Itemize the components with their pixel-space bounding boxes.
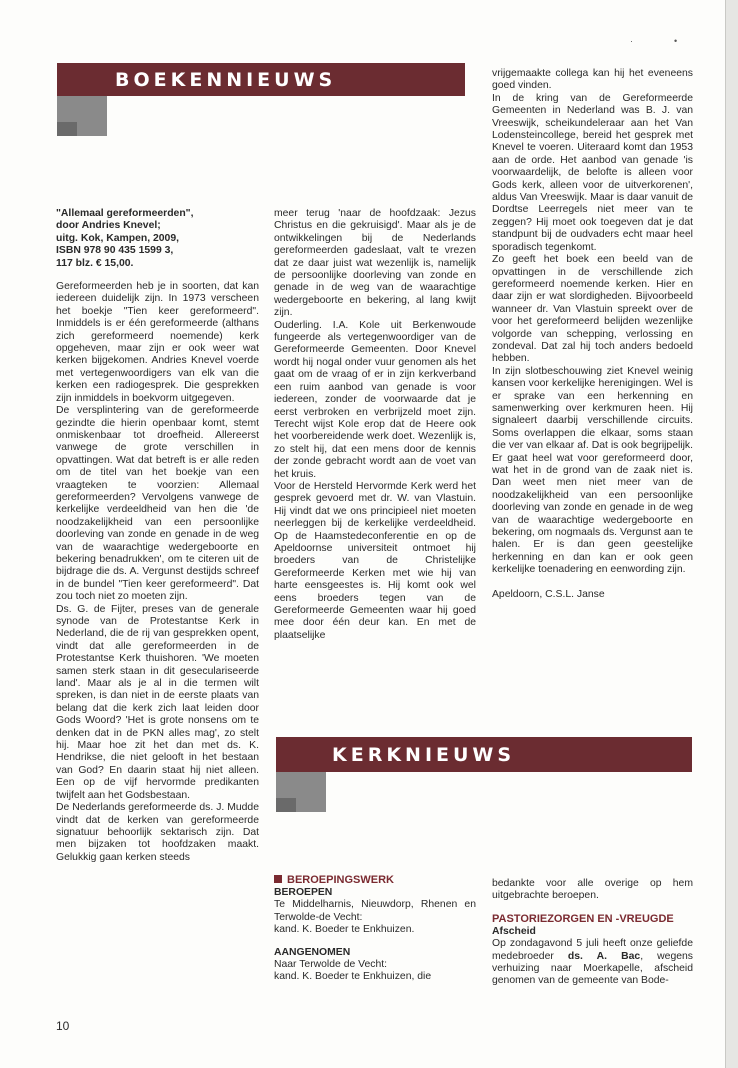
scan-speck: • xyxy=(674,36,678,46)
paragraph: Ds. G. de Fijter, preses van de generale synode van de Protestantse Kerk in Nederland, die de rij van gesprekken opent, vindt dat alle gereformeerden in de Protestantse Kerk thuishoren. 'We moeten samen sterk staan in dit geseculariseerde land'. Maar als je al in die termen wilt spreken, is dan niet in de eerste plaats van belang dat die kerk zich laat leiden door Gods Woord? 'Het is grote nonsens om te denken dat in de PKN alles mag', zo stelt hij. Maar hoe zit het dan met ds. K. Hendrikse, die niet gelooft in het bestaan van God? En daarin staat hij niet alleen. Een op de vijf hervormde predikanten twijfelt aan het Godsbestaan. xyxy=(56,603,259,801)
kerknieuws-column-1 xyxy=(274,874,476,984)
review-signature: Apeldoorn, C.S.L. Janse xyxy=(492,588,605,600)
page-number: 10 xyxy=(56,1019,70,1033)
paragraph: kand. K. Boeder te Enkhuizen, die xyxy=(274,971,432,983)
boekennieuws-decor-square xyxy=(57,96,107,136)
paragraph: In de kring van de Gereformeerde Gemeenten in Nederland was B. J. van Vreeswijk, scheikundeleraar aan het Van Lodensteincollege, bereid het gesprek met Knevel te voeren. Uiteraard komt dan 1953 aan de orde. Het aanbod van genade 'is voorwaardelijk, de belofte is alleen voor Gods kerk, alleen voor de uitverkorenen', aldus Van Vreeswijk. Maar is daar vanuit de Dordtse Leerregels niet meer van te zeggen? Hij moet ook toegeven dat je dat standpunt bij de oudvaders echt maar heel sporadisch tegenkomt. xyxy=(492,92,693,253)
paragraph: In zijn slotbeschouwing ziet Knevel weinig kansen voor kerkelijke herenigingen. Wel is er sprake van een herkenning en samenwerking over kerkmuren heen. Hij signaleert daarbij verschillende circuits. Soms overlappen die elkaar, soms staan die ver van elkaar af. Dat is ook begrijpelijk. Er gaat heel wat voor gereformeerd door, wat het in de grond van de zaak niet is. Dan weet men niet meer van de noodzakelijkheid van een persoonlijke doorleving van zonde en genade in de weg van de waarachtige wedergeboorte en bekering, om nogmaals ds. Vergunst aan te halen. Er is dan geen geestelijke herkenning en dan kan er ook geen kerkelijke toenadering en eenwording zijn. xyxy=(492,365,693,576)
boekennieuws-column-2 xyxy=(274,208,476,642)
paragraph: Gereformeerden heb je in soorten, dat kan iedereen duidelijk zijn. In 1973 verscheen het boekje "Tien keer gereformeerd". Inmiddels is er één gereformeerde (althans zich gereformeerd noemende) kerk opgeheven, maar zijn er ook weer wat kerken bijgekomen. Andries Knevel voerde met vertegenwoordigers van elk van die kerken een radiogesprek. Die gesprekken zijn inmiddels in boekvorm uitgegeven. xyxy=(56,281,259,404)
section-square-icon xyxy=(274,875,282,883)
paragraph: Naar Terwolde de Vecht: xyxy=(274,959,388,971)
paragraph: Te Middelharnis, Nieuwdorp, Rhenen en Terwolde-de Vecht: xyxy=(274,899,476,923)
scan-page-edge-line xyxy=(725,0,726,1068)
paragraph: Zo geeft het boek een beeld van de opvattingen in de verschillende zich gereformeerd noemende kerken. Hier en daar zijn er wat slordigheden. Bijvoorbeeld wanneer dr. Van Vlastuin spreekt over de voor het gereformeerd belijden wezenlijke volgorde van schepping, verlossing en zondeval. Dat zal hij toch anders bedoeld hebben. xyxy=(492,254,693,365)
sub-heading: BEROEPEN xyxy=(274,887,333,898)
sub-heading: Afscheid xyxy=(492,925,536,937)
boekennieuws-title: BOEKENNIEUWS xyxy=(115,69,337,91)
kerknieuws-banner xyxy=(276,737,692,772)
paragraph: Ouderling. I.A. Kole uit Berkenwoude fungeerde als vertegenwoordiger van de Gereformeerde Gemeenten. Door Knevel wordt hij nogal onder vuur genomen als het gaat om de vraag of er in zijn kerkverband een ruim aanbod van genade is voor iedereen, zonder de voorwaarde dat je eerst verbroken en verbrijzeld moet zijn. Terecht wijst Kole erop dat de Heere ook het voorbereidende werk doet. Wezenlijk is, zo stelt hij, dat een mens door de kennis der zonde gebracht wordt aan de voet van het kruis. xyxy=(274,319,476,480)
section-heading: BEROEPINGSWERK xyxy=(274,874,476,887)
paragraph: meer terug 'naar de hoofdzaak: Jezus Christus en die gekruisigd'. Maar als je de ontwikkelingen bij de Nederlands gereformeerden gadeslaat, valt te vrezen dat ze daar juist wat wezenlijk is, namelijk de persoonlijke doorleving van zonde en genade in de weg van de waarachtige wedergeboorte en bekering, al lang kwijt zijn. xyxy=(274,208,476,319)
paragraph: De versplintering van de gereformeerde gezindte die hierin openbaar komt, stemt onmiskenbaar tot droefheid. Allereerst vanwege de grote verschillen in opvattingen. Wat dat betreft is er alle reden om de titel van het boekje van een vraagteken te voorzien: Allemaal gereformeerden? Vervolgens vanwege de kerkelijke verdeeldheid van hen die 'de noodzakelijkheid van een persoonlijke doorleving van zonde en genade in de weg van de waarachtige wedergeboorte en bekering benadrukken', om te citeren uit de bijdrage die ds. A. Vergunst destijds schreef in de bundel "Tien keer gereformeerd". Dat zou toch niet zo moeten zijn. xyxy=(56,405,259,603)
paragraph: Voor de Hersteld Hervormde Kerk werd het gesprek gevoerd met dr. W. van Vlastuin. Hij vindt dat we ons principieel niet moeten neerleggen bij de kerkelijke verdeeldheid. Op de Haamstedeconferentie en op de Apeldoornse universiteit ontmoet hij broeders van de Christelijke Gereformeerde Kerken met wie hij van harte eensgeestes is. Hij komt ook wel eens broeders tegen van de Gereformeerde Gemeenten waar hij goed mee door één deur kan. En met de plaatselijke xyxy=(274,480,476,641)
section-heading: PASTORIEZORGEN EN -VREUGDE xyxy=(492,912,674,925)
paragraph: De Nederlands gereformeerde ds. J. Mudde vindt dat de kerken van gereformeerde signatuur behoorlijk sektarisch zijn. Dat men bijzaken tot hoofdzaken maakt. Gelukkig gaan kerken steeds xyxy=(56,802,259,863)
paragraph: kand. K. Boeder te Enkhuizen. xyxy=(274,924,415,936)
paragraph: Op zondagavond 5 juli heeft onze geliefde medebroeder ds. A. Bac, wegens verhuizing naar Moerkapelle, afscheid genomen van de gemeente van Bode- xyxy=(492,938,693,987)
kerknieuws-title: KERKNIEUWS xyxy=(332,744,516,766)
kerknieuws-column-2 xyxy=(492,878,693,988)
boekennieuws-column-1 xyxy=(56,208,259,864)
boekennieuws-column-3 xyxy=(492,68,693,601)
sub-heading: AANGENOMEN xyxy=(274,946,351,958)
boekennieuws-banner xyxy=(57,63,465,96)
book-bibliography: "Allemaal gereformeerden", door Andries Knevel; uitg. Kok, Kampen, 2009, ISBN 978 90 435 1599 3, 117 blz. € 15,00. xyxy=(56,208,194,269)
kerknieuws-decor-square xyxy=(276,772,326,812)
paragraph: vrijgemaakte collega kan hij het eveneens goed vinden. xyxy=(492,68,693,92)
scan-speck: · xyxy=(630,36,633,46)
scan-page-edge xyxy=(726,0,738,1068)
paragraph: bedankte voor alle overige op hem uitgebrachte beroepen. xyxy=(492,878,693,902)
